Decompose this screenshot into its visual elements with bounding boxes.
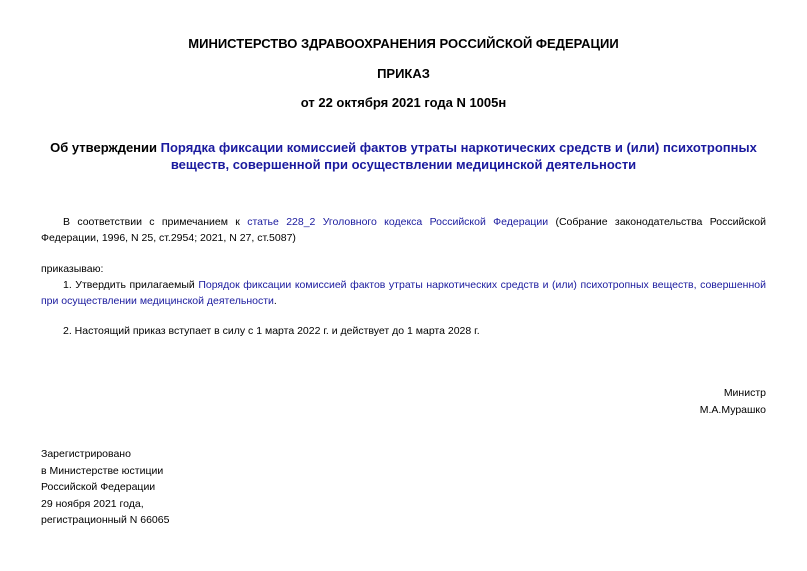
item-1-paragraph (41, 277, 766, 309)
signature-block (700, 385, 766, 419)
document-page (41, 0, 766, 571)
registration-block (41, 446, 169, 529)
subject-procedure-link[interactable]: Порядка фиксации комиссией фактов утраты наркотических средств и (или) психотропных веществ, совершенной при осуществлении медицинской деятельности (160, 140, 757, 172)
registration-line: в Министерстве юстиции (41, 464, 164, 477)
signature-name: М.А.Мурашко (699, 404, 766, 416)
registration-line: регистрационный N 66065 (41, 514, 170, 526)
registration-line: Российской Федерации (41, 481, 156, 493)
document-date-number: от 22 октября 2021 года N 1005н (300, 95, 507, 110)
registration-line: Зарегистрировано (41, 448, 131, 460)
preamble-text-before: В соответствии с примечанием к (63, 216, 248, 228)
ministry-title: МИНИСТЕРСТВО ЗДРАВООХРАНЕНИЯ РОССИЙСКОЙ ФЕДЕРАЦИИ (188, 36, 619, 51)
signature-position: Министр (723, 387, 766, 399)
preamble-paragraph (41, 214, 766, 246)
order-word: приказываю: (41, 263, 104, 275)
criminal-code-link[interactable]: статье 228_2 Уголовного кодекса Российской Федерации (247, 216, 549, 228)
subject-prefix: Об утверждении (50, 140, 161, 155)
item-2-paragraph: 2. Настоящий приказ вступает в силу с 1 марта 2022 г. и действует до 1 марта 2028 г. (63, 325, 480, 337)
item-1-text-before: 1. Утвердить прилагаемый (63, 279, 199, 291)
procedure-link[interactable]: Порядок фиксации комиссией фактов утраты наркотических средств и (или) психотропных веществ, совершенной при осуществлении медицинской деятельности (41, 279, 766, 307)
document-type: ПРИКАЗ (377, 66, 430, 81)
preamble-text-after: (Собрание законодательства Российской Федерации, 1996, N 25, ст.2954; 2021, N 27, ст.5087) (41, 216, 766, 244)
document-subject (41, 139, 766, 173)
item-1-text-after: . (273, 295, 277, 307)
registration-line: 29 ноября 2021 года, (41, 497, 144, 510)
